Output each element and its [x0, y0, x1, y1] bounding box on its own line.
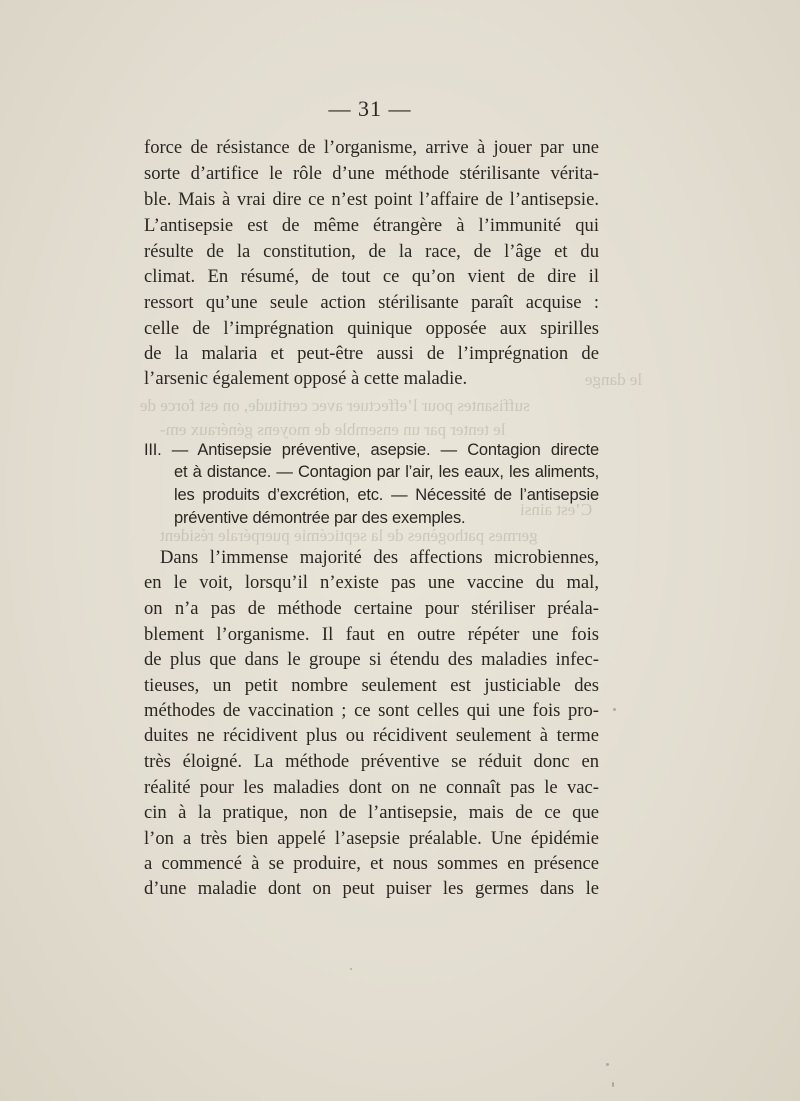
summary-line: préventive démontrée par des exemples. — [174, 509, 466, 527]
text-line: L’antisepsie est de même étrangère à l’immunité qui — [144, 215, 599, 236]
paper-speck — [613, 708, 616, 711]
text-line: climat. En résumé, de tout ce qu’on vient de dire il — [144, 266, 599, 287]
text-line: de plus que dans le groupe si étendu des maladies infec- — [144, 649, 599, 670]
paper-speck — [612, 1082, 614, 1087]
paper-speck — [350, 968, 352, 970]
text-line: blement l’organisme. Il faut en outre répéter une fois — [144, 624, 599, 645]
summary-line: et à distance. — Contagion par l’air, les eaux, les aliments, — [174, 463, 599, 481]
summary-line: les produits d’excrétion, etc. — Nécessité de l’antisepsie — [174, 486, 599, 504]
text-line: méthodes de vaccination ; ce sont celles qui une fois pro- — [144, 700, 599, 721]
summary-line: III. — Antisepsie préventive, asepsie. — Contagion directe — [144, 441, 599, 459]
text-line: sorte d’artifice le rôle d’une méthode stérilisante vérita- — [144, 163, 599, 184]
text-line: ressort qu’une seule action stérilisante paraît acquise : — [144, 292, 599, 313]
text-line: en le voit, lorsqu’il n’existe pas une vaccine du mal, — [144, 572, 599, 593]
text-line: l’on a très bien appelé l’asepsie préalable. Une épidémie — [144, 828, 599, 849]
text-line: force de résistance de l’organisme, arrive à jouer par une — [144, 137, 599, 158]
bleed-through-text: le tenter par un ensemble de moyens généraux em- — [160, 420, 506, 439]
bleed-through-text: suffisantes pour l’effectuer avec certitude, on est force de — [140, 396, 530, 415]
text-line: on n’a pas de méthode certaine pour stériliser préala- — [144, 598, 599, 619]
text-line: résulte de la constitution, de la race, de l’âge et du — [144, 241, 599, 262]
text-line: très éloigné. La méthode préventive se réduit donc en — [144, 751, 599, 772]
text-line: de la malaria et peut-être aussi de l’imprégnation de — [144, 343, 599, 364]
paper-speck — [606, 1063, 609, 1066]
bleed-through-text: C’est ainsi — [520, 500, 593, 519]
text-line: a commencé à se produire, et nous sommes en présence — [144, 853, 599, 874]
text-line: cin à la pratique, non de l’antisepsie, mais de ce que — [144, 802, 599, 823]
text-line: tieuses, un petit nombre seulement est justiciable des — [144, 675, 599, 696]
text-line: ble. Mais à vrai dire ce n’est point l’affaire de l’antisepsie. — [144, 189, 599, 210]
text-line: Dans l’immense majorité des affections microbiennes, — [160, 547, 599, 568]
text-line: réalité pour les maladies dont on ne connaît pas le vac- — [144, 777, 599, 798]
text-line: d’une maladie dont on peut puiser les germes dans le — [144, 878, 599, 899]
bleed-through-text: le dange — [585, 370, 643, 389]
page-number: — 31 — — [328, 96, 412, 121]
bleed-through-text: germes pathogènes de la septicémie puerpérale résident — [160, 526, 538, 545]
text-line: celle de l’imprégnation quinique opposée aux spirilles — [144, 318, 599, 339]
text-line: duites ne récidivent plus ou récidivent seulement à terme — [144, 725, 599, 746]
text-line: l’arsenic également opposé à cette maladie. — [144, 368, 468, 389]
